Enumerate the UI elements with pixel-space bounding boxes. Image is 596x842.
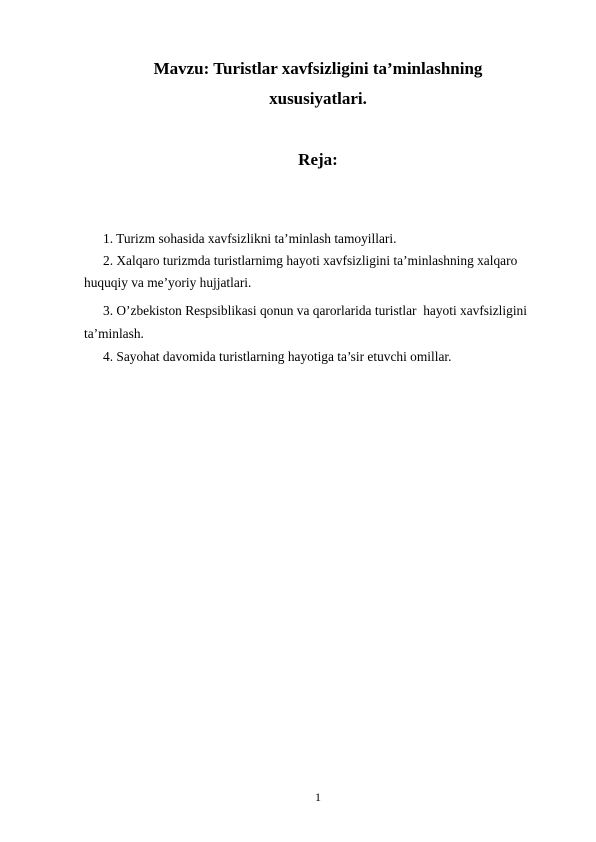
plan-item-1: 1. Turizm sohasida xavfsizlikni ta’minlash tamoyillari. <box>103 231 397 246</box>
plan-item-3: 3. O’zbekiston Respsiblikasi qonun va qarorlarida turistlar hayoti xavfsizligini <box>103 303 527 318</box>
document-title-line-2: xususiyatlari. <box>269 89 367 108</box>
document-title-line-1: Mavzu: Turistlar xavfsizligini ta’minlashning <box>153 59 483 78</box>
plan-item-2-continuation: huquqiy va me’yoriy hujjatlari. <box>84 275 252 290</box>
plan-item-4: 4. Sayohat davomida turistlarning hayotiga ta’sir etuvchi omillar. <box>103 349 452 364</box>
plan-item-3-continuation: ta’minlash. <box>84 326 144 341</box>
plan-heading: Reja: <box>298 150 338 169</box>
plan-item-2: 2. Xalqaro turizmda turistlarnimg hayoti xavfsizligini ta’minlashning xalqaro <box>103 253 518 268</box>
page-number: 1 <box>315 790 321 804</box>
